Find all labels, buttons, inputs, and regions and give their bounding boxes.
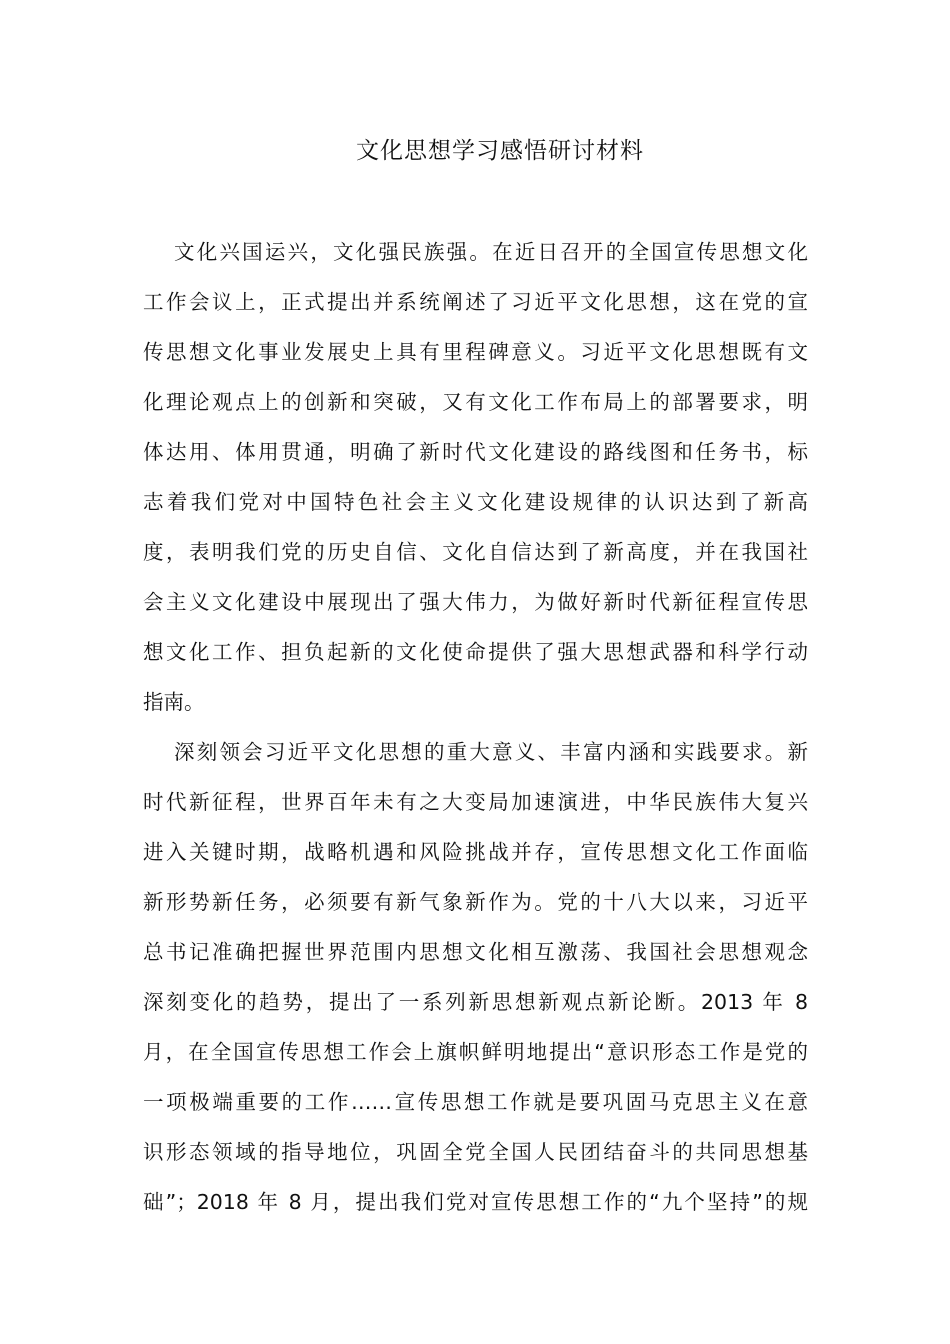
body-line: 传思想文化事业发展史上具有里程碑意义。习近平文化思想既有文 (143, 340, 808, 364)
body-line: 深刻领会习近平文化思想的重大意义、丰富内涵和实践要求。新 (174, 740, 808, 764)
body-line: 进入关键时期，战略机遇和风险挑战并存，宣传思想文化工作面临 (143, 840, 808, 864)
document-body (143, 227, 808, 1227)
body-line: 度，表明我们党的历史自信、文化自信达到了新高度，并在我国社 (143, 540, 808, 564)
body-line: 月，在全国宣传思想工作会上旗帜鲜明地提出“意识形态工作是党的 (143, 1040, 808, 1064)
body-line: 时代新征程，世界百年未有之大变局加速演进，中华民族伟大复兴 (143, 790, 808, 814)
body-line: 会主义文化建设中展现出了强大伟力，为做好新时代新征程宣传思 (143, 590, 808, 614)
body-line: 文化兴国运兴，文化强民族强。在近日召开的全国宣传思想文化 (174, 240, 808, 264)
body-line: 志着我们党对中国特色社会主义文化建设规律的认识达到了新高 (143, 490, 808, 514)
body-line: 识形态领域的指导地位，巩固全党全国人民团结奋斗的共同思想基 (143, 1140, 808, 1164)
body-line: 深刻变化的趋势，提出了一系列新思想新观点新论断。2013 年 8 (143, 990, 808, 1014)
body-line: 工作会议上，正式提出并系统阐述了习近平文化思想，这在党的宣 (143, 290, 808, 314)
body-line: 指南。 (143, 690, 205, 714)
body-line: 新形势新任务，必须要有新气象新作为。党的十八大以来，习近平 (143, 890, 808, 914)
body-line: 础”；2018 年 8 月，提出我们党对宣传思想工作的“九个坚持”的规 (143, 1190, 808, 1214)
body-line: 体达用、体用贯通，明确了新时代文化建设的路线图和任务书，标 (143, 440, 808, 464)
body-line: 一项极端重要的工作……宣传思想工作就是要巩固马克思主义在意 (143, 1090, 808, 1114)
body-line: 想文化工作、担负起新的文化使命提供了强大思想武器和科学行动 (143, 640, 808, 664)
body-line: 化理论观点上的创新和突破，又有文化工作布局上的部署要求，明 (143, 390, 808, 414)
document-title: 文化思想学习感悟研讨材料 (356, 138, 644, 164)
body-line: 总书记准确把握世界范围内思想文化相互激荡、我国社会思想观念 (143, 940, 808, 964)
